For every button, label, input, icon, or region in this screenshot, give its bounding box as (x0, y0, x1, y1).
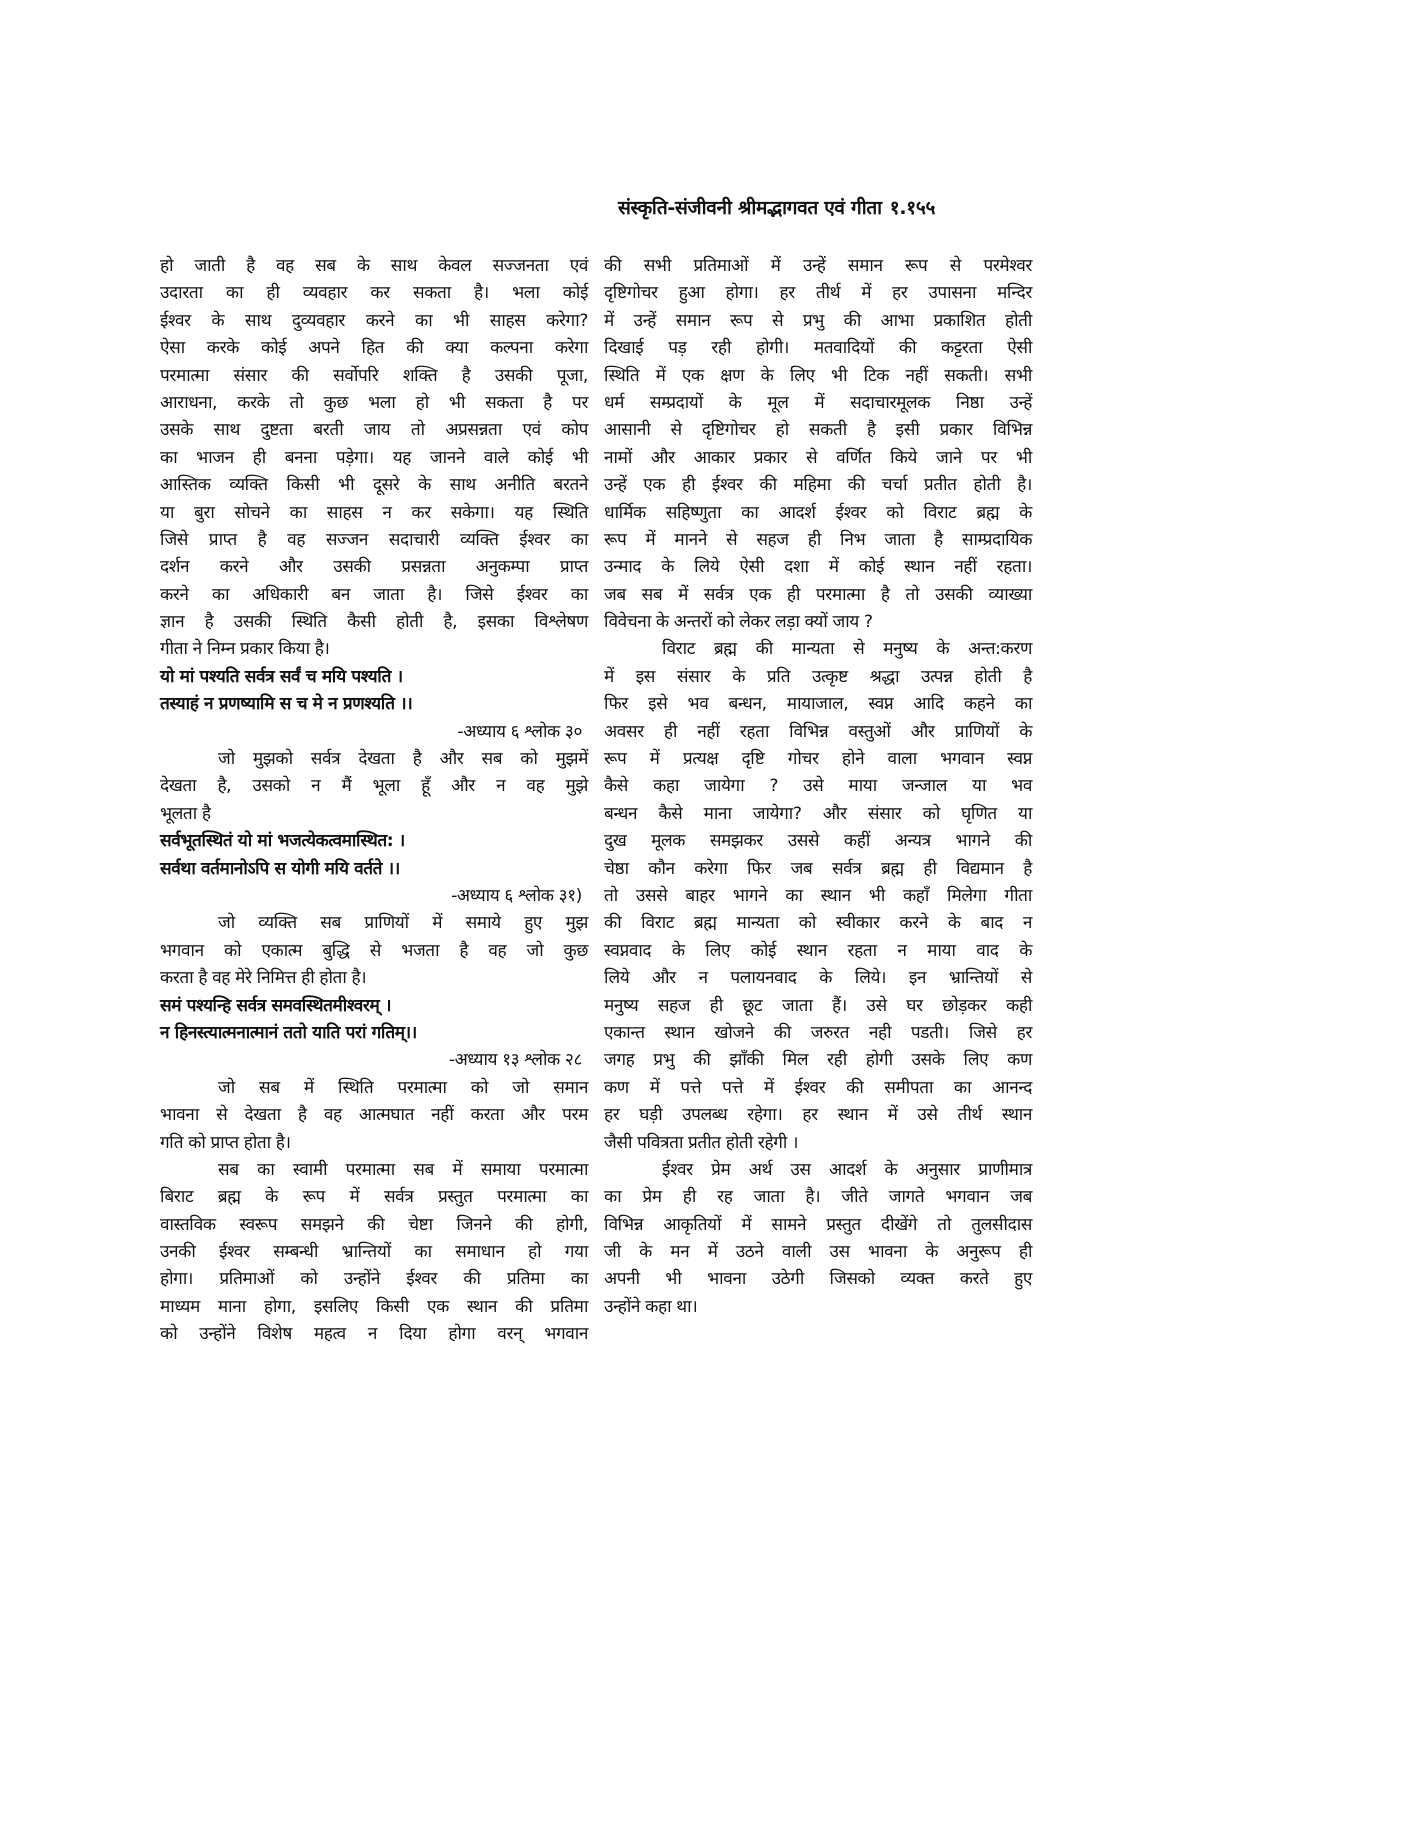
text-line: करता है वह मेरे निमित्त ही होता है। (160, 968, 367, 989)
text-line: जी के मन में उठने वाली उस भावना के अनुरूप ही (604, 1242, 1032, 1263)
text-line: फिर इसे भव बन्धन, मायाजाल, स्वप्न आदि कहने का (604, 694, 1032, 715)
text-line: बन्धन कैसे माना जायेगा? और संसार को घृणित या (604, 803, 1032, 824)
text-line: दुख मूलक समझकर उससे कहीं अन्यत्र भागने की (604, 831, 1032, 852)
text-line: करने का अधिकारी बन जाता है। जिसे ईश्वर का (160, 584, 588, 605)
verse-line: तस्याहं न प्रणष्यामि स च मे न प्रणश्यति ।। (160, 694, 413, 715)
text-line: आस्तिक व्यक्ति किसी भी दूसरे के साथ अनीति बरतने (160, 475, 588, 496)
text-line: ईश्वर प्रेम अर्थ उस आदर्श के अनुसार प्राणीमात्र (662, 1159, 1032, 1180)
text-line: ईश्वर के साथ दुव्यवहार करने का भी साहस करेगा? (160, 310, 588, 331)
text-line: उन्माद के लिये ऐसी दशा में कोई स्थान नहीं रहता। (604, 557, 1032, 578)
text-line: कण में पत्ते पत्ते में ईश्वर की समीपता का आनन्द (604, 1077, 1032, 1098)
text-line: स्थिति में एक क्षण के लिए भी टिक नहीं सकती। सभी (604, 365, 1032, 386)
text-line: चेष्ठा कौन करेगा फिर जब सर्वत्र ब्रह्म ही विद्यमान है (604, 858, 1032, 879)
page-number: १.१५५ (889, 197, 936, 219)
text-line: जो व्यक्ति सब प्राणियों में समाये हुए मुझ (218, 913, 588, 934)
text-line: जब सब में सर्वत्र एक ही परमात्मा है तो उसकी व्याख्या (604, 584, 1032, 605)
text-line: हर घड़ी उपलब्ध रहेगा। हर स्थान में उसे तीर्थ स्थान (604, 1105, 1032, 1126)
text-line: उसके साथ दुष्टता बरती जाय तो अप्रसन्नता एवं कोप (160, 420, 588, 441)
text-line: या बुरा सोचने का साहस न कर सकेगा। यह स्थिति (160, 502, 588, 523)
text-line: जो मुझको सर्वत्र देखता है और सब को मुझमें (218, 749, 588, 770)
text-line: परमात्मा संसार की सर्वोपरि शक्ति है उसकी पूजा, (160, 365, 588, 386)
text-line: उन्हें एक ही ईश्वर की महिमा की चर्चा प्रतीत होती है। (604, 475, 1032, 496)
text-line: मनुष्य सहज ही छूट जाता हैं। उसे घर छोड़कर कही (604, 995, 1032, 1016)
text-line: ज्ञान है उसकी स्थिति कैसी होती है, इसका विश्लेषण (160, 612, 588, 633)
verse-reference: -अध्याय १३ श्लोक २८ (448, 1050, 582, 1071)
text-line: वास्तविक स्वरूप समझने की चेष्टा जिनने की होगी, (160, 1214, 588, 1235)
text-line: लिये और न पलायनवाद के लिये। इन भ्रान्तियों से (604, 968, 1032, 989)
text-line: उदारता का ही व्यवहार कर सकता है। भला कोई (160, 283, 588, 304)
text-line: जो सब में स्थिति परमात्मा को जो समान (218, 1077, 588, 1098)
text-line: दृष्टिगोचर हुआ होगा। हर तीर्थ में हर उपासना मन्दिर (604, 283, 1032, 304)
text-line: उन्होंने कहा था। (604, 1296, 698, 1317)
text-line: रूप में प्रत्यक्ष दृष्टि गोचर होने वाला भगवान स्वप्न (604, 749, 1032, 770)
text-line: तो उससे बाहर भागने का स्थान भी कहाँ मिलेगा गीता (604, 885, 1032, 906)
verse-line: न हिनस्त्यात्मनात्मानं ततो याति परां गतिम्।। (160, 1022, 417, 1043)
text-line: जिसे प्राप्त है वह सज्जन सदाचारी व्यक्ति ईश्वर का (160, 529, 588, 550)
text-line: ऐसा करके कोई अपने हित की क्या कल्पना करेगा (160, 338, 588, 359)
text-line: गति को प्राप्त होता है। (160, 1132, 291, 1153)
text-line: एकान्त स्थान खोजने की जरुरत नही पडती। जिसे हर (604, 1022, 1032, 1043)
running-header (618, 194, 1038, 220)
text-line: रूप में मानने से सहज ही निभ जाता है साम्प्रदायिक (604, 529, 1032, 550)
text-line: अपनी भी भावना उठेगी जिसको व्यक्त करते हुए (604, 1269, 1032, 1290)
text-line: बिराट ब्रह्म के रूप में सर्वत्र प्रस्तुत परमात्मा का (160, 1187, 588, 1208)
text-line: जैसी पवित्रता प्रतीत होती रहेगी । (604, 1132, 799, 1153)
text-line: भगवान को एकात्म बुद्धि से भजता है वह जो कुछ (160, 940, 588, 961)
text-line: नामों और आकार प्रकार से वर्णित किये जाने पर भी (604, 447, 1032, 468)
text-line: स्वप्नवाद के लिए कोई स्थान रहता न माया वाद के (604, 940, 1032, 961)
text-line: हो जाती है वह सब के साथ केवल सज्जनता एवं (160, 256, 588, 276)
text-line: दिखाई पड़ रही होगी। मतवादियों की कट्टरता ऐसी (604, 338, 1032, 359)
text-line: में इस संसार के प्रति उत्कृष्ट श्रद्धा उत्पन्न होती है (604, 666, 1032, 687)
text-line: का प्रेम ही रह जाता है। जीते जागते भगवान जब (604, 1187, 1032, 1208)
text-line: की विराट ब्रह्म मान्यता को स्वीकार करने के बाद न (604, 913, 1032, 934)
text-line: की सभी प्रतिमाओं में उन्हें समान रूप से परमेश्वर (604, 256, 1032, 276)
text-line: में उन्हें समान रूप से प्रभु की आभा प्रकाशित होती (604, 310, 1032, 331)
text-line: का भाजन ही बनना पड़ेगा। यह जानने वाले कोई भी (160, 447, 588, 468)
text-line: उनकी ईश्वर सम्बन्धी भ्रान्तियों का समाधान हो गया (160, 1242, 588, 1263)
text-line: माध्यम माना होगा, इसलिए किसी एक स्थान की प्रतिमा (160, 1296, 588, 1317)
text-line: सब का स्वामी परमात्मा सब में समाया परमात्मा (218, 1159, 588, 1180)
left-column (160, 253, 588, 1349)
verse-line: यो मां पश्यति सर्वत्र सर्वं च मयि पश्यति । (160, 666, 403, 687)
header-title: संस्कृति-संजीवनी श्रीमद्भागवत एवं गीता (618, 197, 882, 219)
text-line: कैसे कहा जायेगा ? उसे माया जन्जाल या भव (604, 776, 1032, 797)
text-line: देखता है, उसको न मैं भूला हूँ और न वह मुझे (160, 776, 588, 797)
text-line: आराधना, करके तो कुछ भला हो भी सकता है पर (160, 392, 588, 413)
verse-reference: -अध्याय ६ श्लोक ३० (457, 721, 582, 742)
text-line: भावना से देखता है वह आत्मघात नहीं करता और परम (160, 1105, 588, 1126)
text-line: विभिन्न आकृतियों में सामने प्रस्तुत दीखेंगे तो तुलसीदास (604, 1214, 1032, 1235)
verse-line: सर्वथा वर्तमानोऽपि स योगी मयि वर्तते ।। (160, 858, 400, 879)
verse-reference: -अध्याय ६ श्लोक ३१) (451, 885, 582, 906)
right-column (604, 253, 1032, 1321)
text-line: होगा। प्रतिमाओं को उन्होंने ईश्वर की प्रतिमा का (160, 1269, 588, 1290)
text-line: भूलता है (160, 803, 211, 824)
text-line: दर्शन करने और उसकी प्रसन्नता अनुकम्पा प्राप्त (160, 557, 588, 578)
text-line: गीता ने निम्न प्रकार किया है। (160, 639, 330, 660)
verse-line: समं पश्यन्हि सर्वत्र समवस्थितमीश्वरम् । (160, 995, 392, 1016)
text-line: विराट ब्रह्म की मान्यता से मनुष्य के अन्त:करण (662, 639, 1032, 660)
text-line: जगह प्रभु की झाँकी मिल रही होगी उसके लिए कण (604, 1050, 1032, 1071)
text-line: धार्मिक सहिष्णुता का आदर्श ईश्वर को विराट ब्रह्म के (604, 502, 1032, 523)
text-line: को उन्होंने विशेष महत्व न दिया होगा वरन् भगवान (160, 1324, 588, 1345)
text-line: विवेचना के अन्तरों को लेकर लड़ा क्यों जाय ? (604, 612, 873, 633)
text-line: अवसर ही नहीं रहता विभिन्न वस्तुओं और प्राणियों के (604, 721, 1032, 742)
text-line: आसानी से दृष्टिगोचर हो सकती है इसी प्रकार विभिन्न (604, 420, 1032, 441)
text-line: धर्म सम्प्रदायों के मूल में सदाचारमूलक निष्ठा उन्हें (604, 392, 1032, 413)
verse-line: सर्वभूतस्थितं यो मां भजत्येकत्वमास्थित: । (160, 831, 405, 852)
